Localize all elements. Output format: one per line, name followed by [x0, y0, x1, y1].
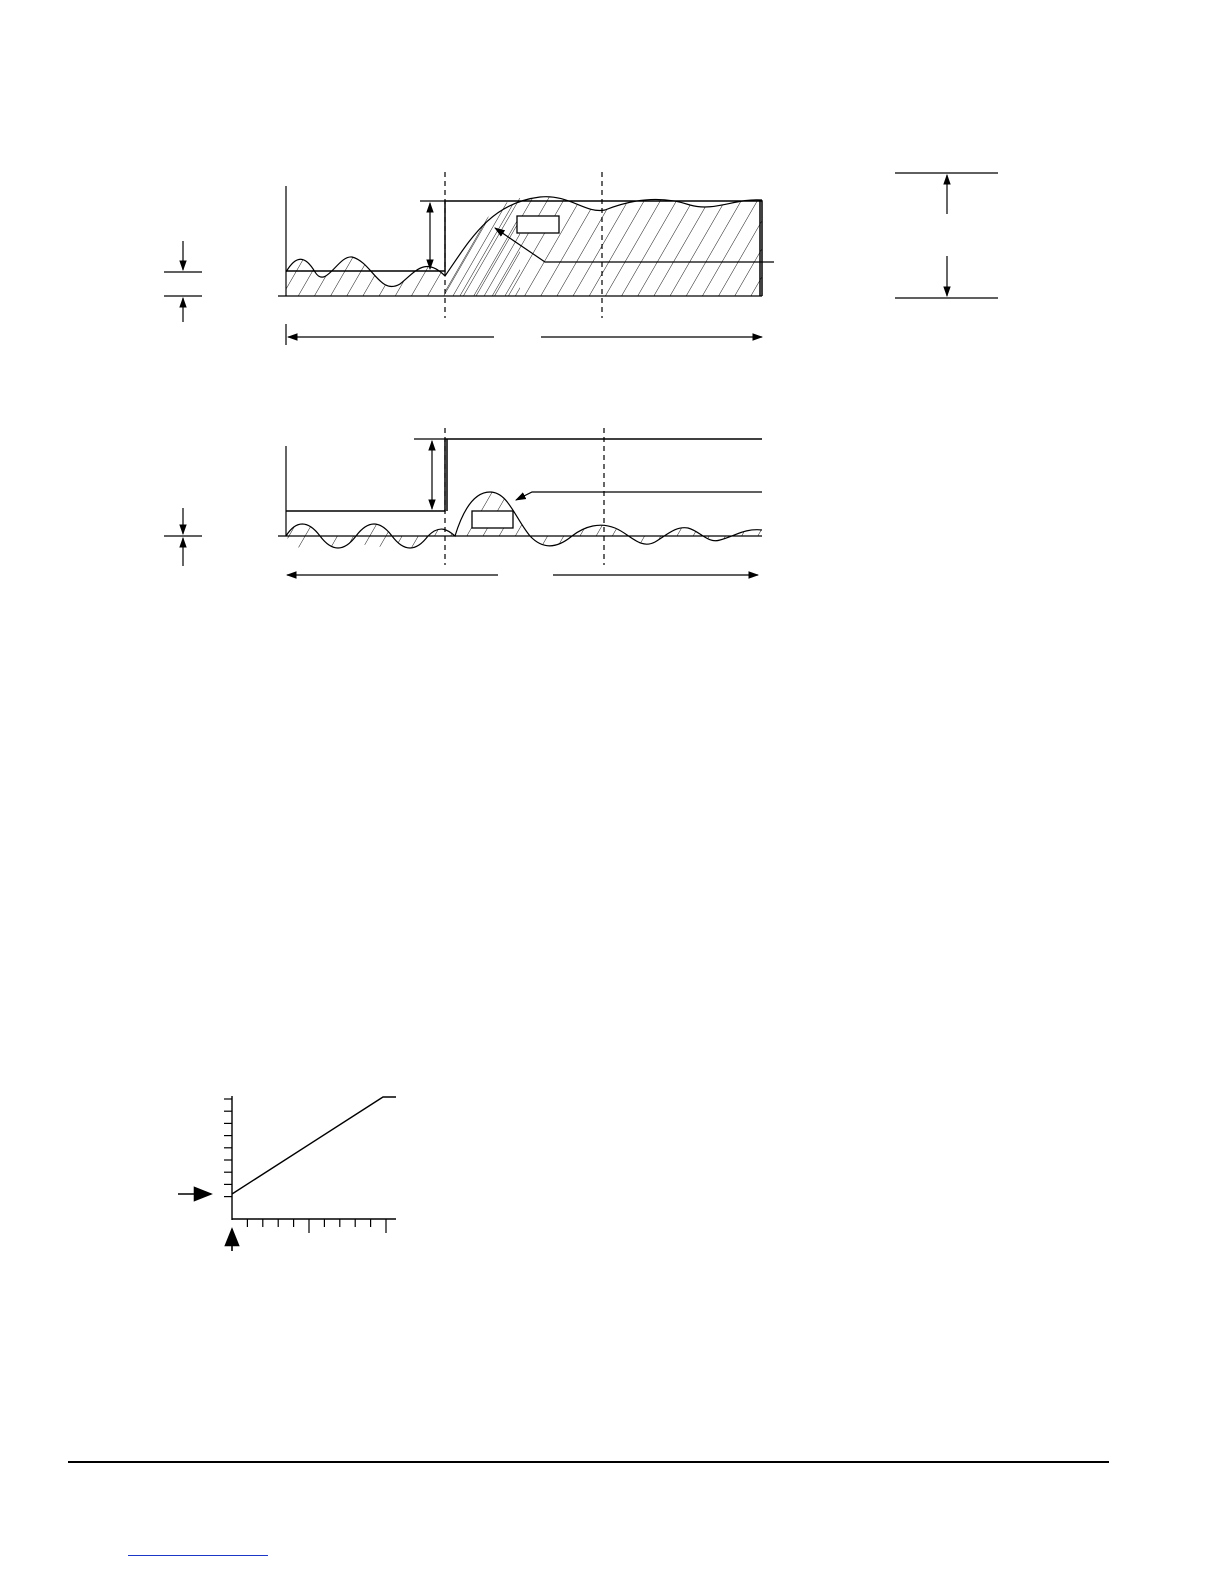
upper-hatched-area [286, 197, 762, 296]
ramp-graph [178, 1096, 396, 1251]
lower-waveform-curve [286, 492, 762, 548]
ramp-line [232, 1097, 396, 1194]
lower-step-line [286, 439, 762, 511]
lower-hatched-area [286, 492, 762, 548]
footer-rule [68, 1461, 1109, 1463]
lower-waveform-diagram [164, 428, 762, 575]
right-height-dimension [895, 173, 998, 298]
lower-label-box [472, 511, 513, 528]
upper-label-box [517, 216, 559, 233]
upper-waveform-diagram [164, 172, 774, 345]
footer-link-underline[interactable] [128, 1555, 268, 1556]
upper-dense-hatch [445, 198, 520, 296]
ramp-x-ticks [247, 1219, 386, 1233]
lower-leader-line [516, 492, 762, 500]
ramp-y-ticks [224, 1099, 232, 1197]
